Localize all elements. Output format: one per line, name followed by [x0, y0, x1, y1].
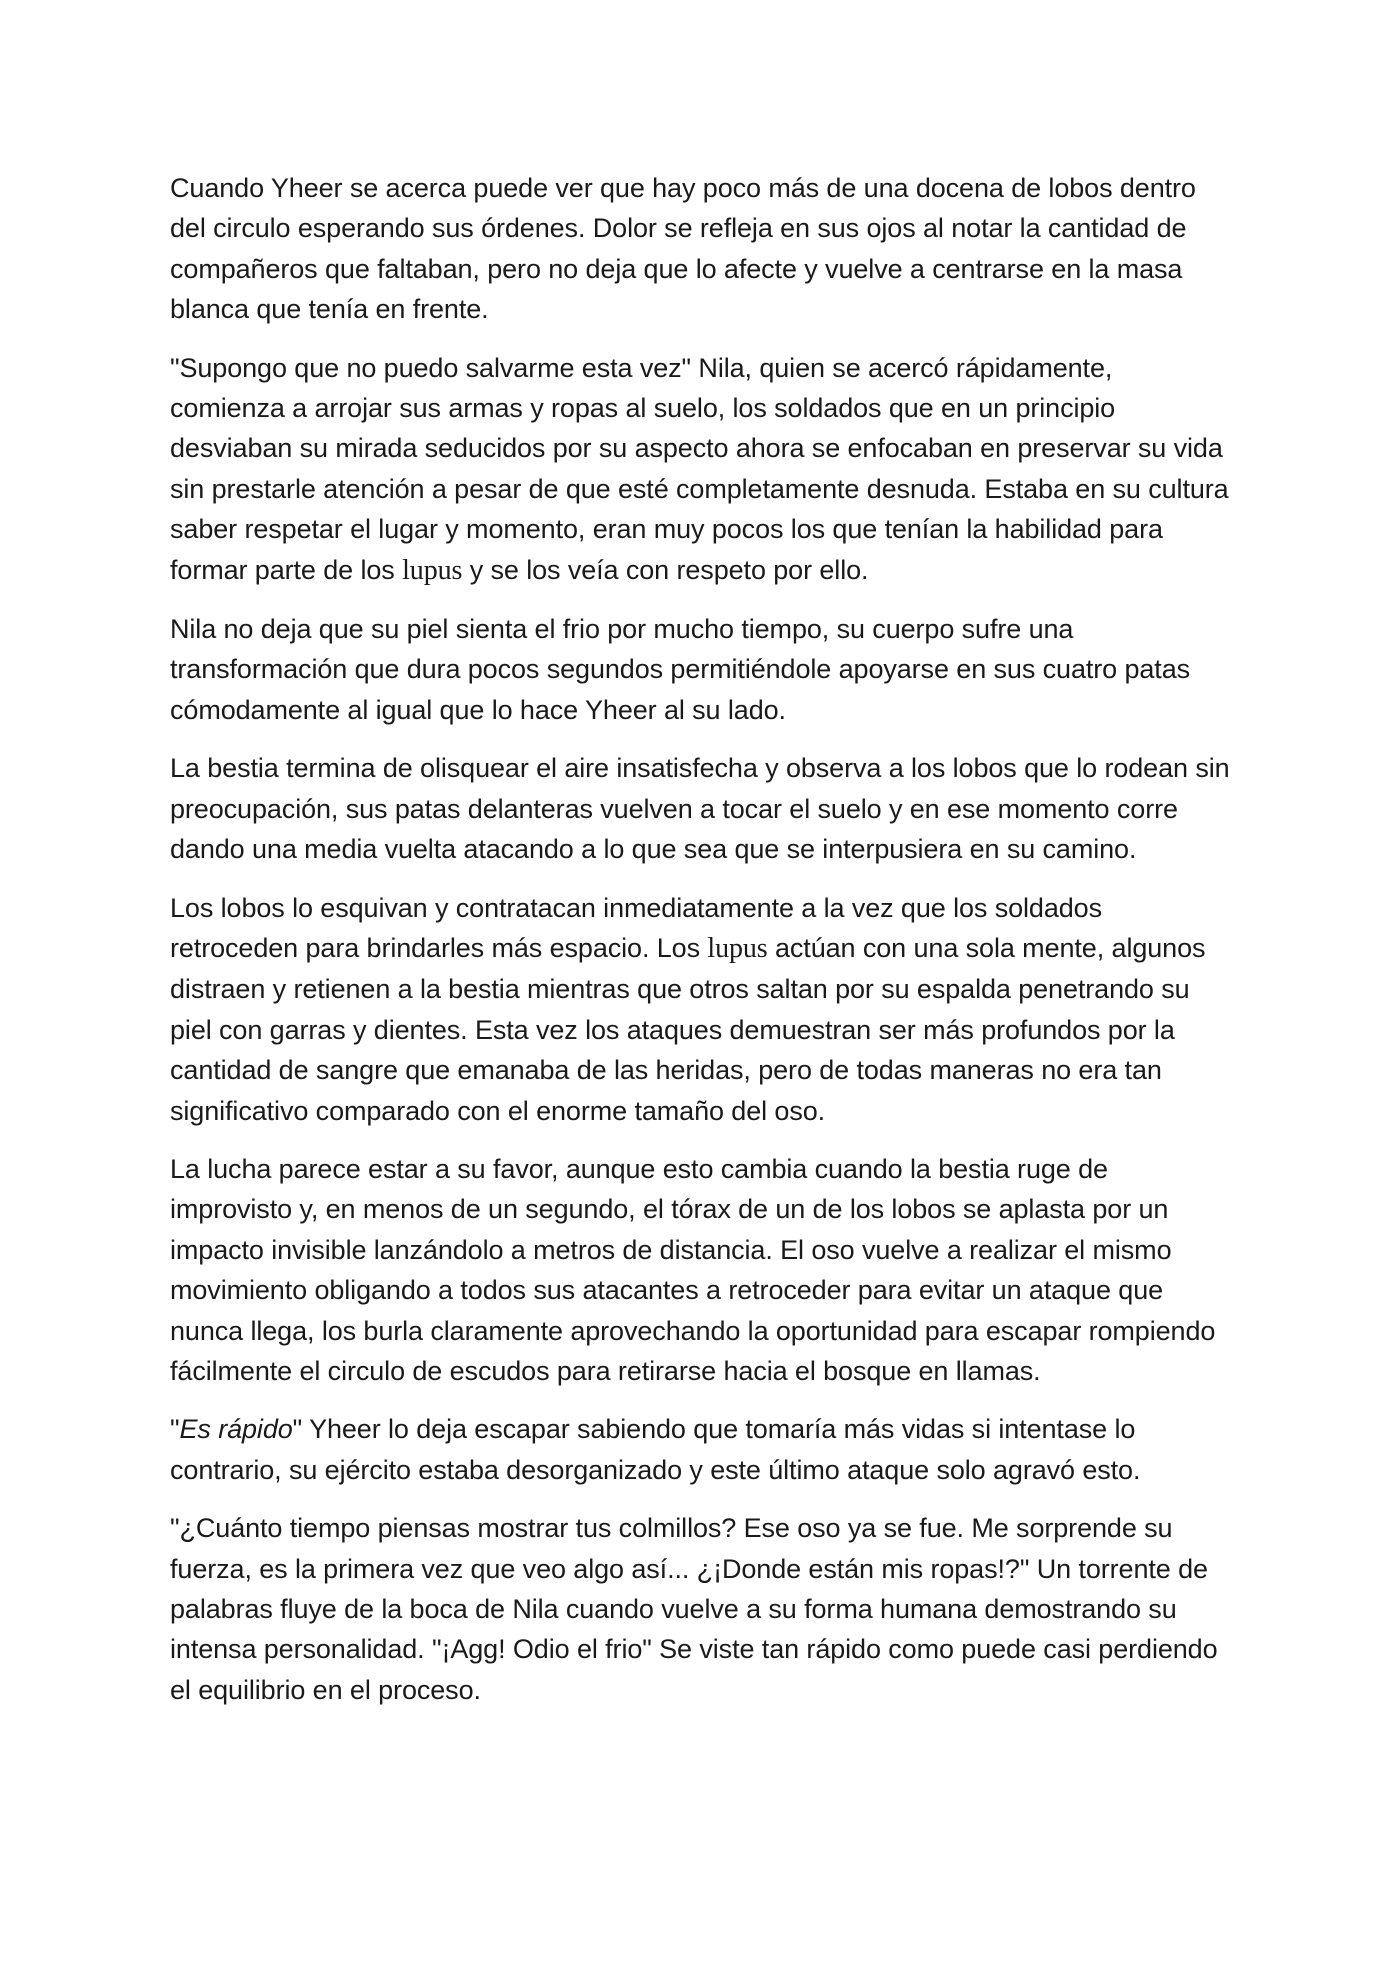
paragraph-2 [170, 348, 1232, 591]
paragraph-2-text-b: y se los veía con respeto por ello. [462, 554, 869, 585]
paragraph-5-text-a: Los lobos lo esquivan y contratacan inmediatamente a la vez que los soldados retroceden para brindarles más espacio. Los [170, 892, 1102, 963]
italic-phrase: Es rápido [179, 1414, 293, 1445]
paragraph-7-text: " Yheer lo deja escapar sabiendo que tomaría más vidas si intentase lo contrario, su ejército estaba desorganizado y este último ataque solo agravó esto. [170, 1414, 1141, 1485]
paragraph-7 [170, 1409, 1232, 1490]
paragraph-5 [170, 888, 1232, 1131]
paragraph-1: Cuando Yheer se acerca puede ver que hay poco más de una docena de lobos dentro del circulo esperando sus órdenes. Dolor se refleja en sus ojos al notar la cantidad de compañeros que faltaban, pero no deja que lo afecte y vuelve a centrarse en la masa blanca que tenía en frente. [170, 173, 1196, 325]
paragraph-5-text-b: actúan con una sola mente, algunos distraen y retienen a la bestia mientras que otros saltan por su espalda penetrando su piel con garras y dientes. Esta vez los ataques demuestran ser más profundos por la cantidad de sangre que emanaba de las heridas, pero de todas maneras no era tan significativo comparado con el enorme tamaño del oso. [170, 932, 1206, 1126]
paragraph-6: La lucha parece estar a su favor, aunque esto cambia cuando la bestia ruge de improvisto y, en menos de un segundo, el tórax de un de los lobos se aplasta por un impacto invisible lanzándolo a metros de distancia. El oso vuelve a realizar el mismo movimiento obligando a todos sus atacantes a retroceder para evitar un ataque que nunca llega, los burla claramente aprovechando la oportunidad para escapar rompiendo fácilmente el circulo de escudos para retirarse hacia el bosque en llamas. [170, 1153, 1216, 1386]
paragraph-4: La bestia termina de olisquear el aire insatisfecha y observa a los lobos que lo rodean sin preocupación, sus patas delanteras vuelven a tocar el suelo y en ese momento corre dando una media vuelta atacando a lo que sea que se interpusiera en su camino. [170, 753, 1230, 865]
term-lupus: lupus [402, 554, 463, 586]
paragraph-7-open-quote: " [170, 1414, 180, 1445]
paragraph-3: Nila no deja que su piel sienta el frio por mucho tiempo, su cuerpo sufre una transformación que dura pocos segundos permitiéndole apoyarse en sus cuatro patas cómodamente al igual que lo hace Yheer al su lado. [170, 614, 1191, 725]
term-lupus: lupus [707, 932, 768, 964]
paragraph-2-text-a: "Supongo que no puedo salvarme esta vez" Nila, quien se acercó rápidamente, comienza a arrojar sus armas y ropas al suelo, los soldados que en un principio desviaban su mirada seducidos por su aspecto ahora se enfocaban en preservar su vida sin prestarle atención a pesar de que esté completamente desnuda. Estaba en su cultura saber respetar el lugar y momento, eran muy pocos los que tenían la habilidad para formar parte de los [170, 352, 1229, 585]
document-body [170, 168, 1232, 1728]
paragraph-8: "¿Cuánto tiempo piensas mostrar tus colmillos? Ese oso ya se fue. Me sorprende su fuerza, es la primera vez que veo algo así... ¿¡Donde están mis ropas!?" Un torrente de palabras fluye de la boca de Nila cuando vuelve a su forma humana demostrando su intensa personalidad. "¡Agg! Odio el frio" Se viste tan rápido como puede casi perdiendo el equilibrio en el proceso. [170, 1513, 1218, 1705]
